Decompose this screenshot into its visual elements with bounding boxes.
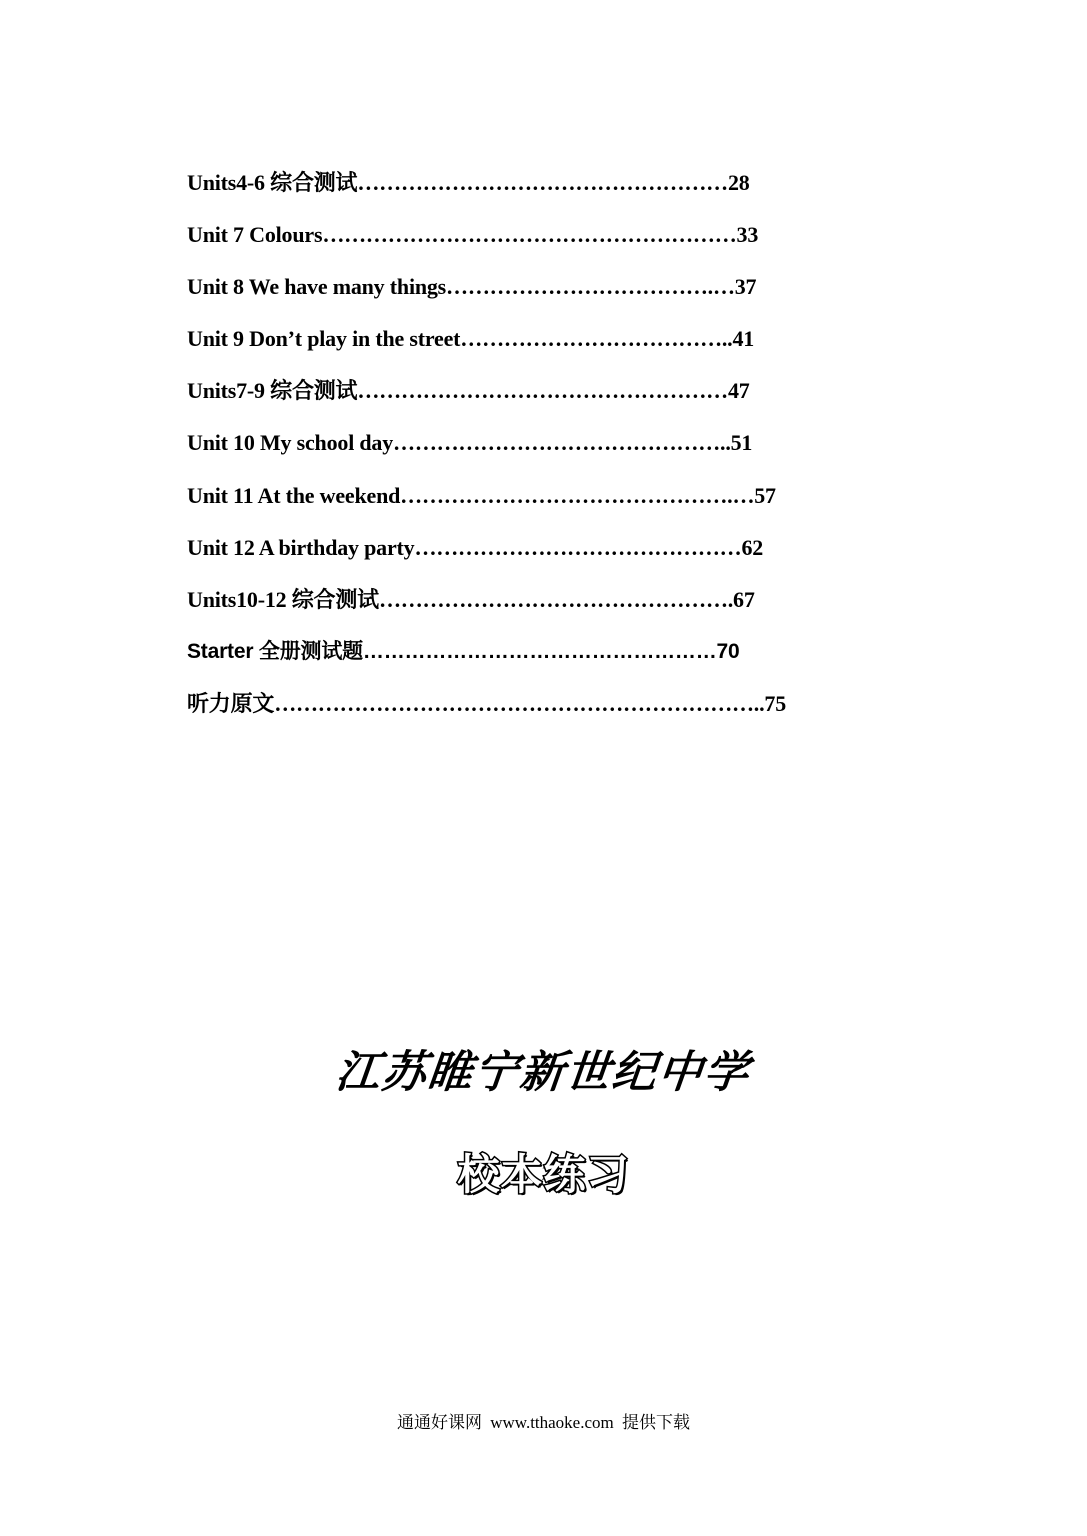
toc-entry — [187, 531, 867, 583]
toc-entry — [187, 583, 867, 635]
toc-entry — [187, 166, 867, 218]
workbook-subtitle: 校本练习 — [457, 1150, 630, 1199]
toc-entry-text: Unit 7 Colours…………………………………………………33 — [187, 222, 759, 248]
toc-entry-text: Units4-6 综合测试……………………………………………28 — [187, 170, 750, 195]
toc-entry — [187, 270, 867, 322]
school-name-title: 江苏睢宁新世纪中学 — [333, 1047, 753, 1098]
toc-entry — [187, 374, 867, 426]
toc-entry — [187, 635, 867, 687]
toc-entry — [187, 426, 867, 478]
toc-entry — [187, 322, 867, 374]
toc-entry-text: 听力原文…………………………………………………………..75 — [187, 690, 787, 716]
toc-entry — [187, 479, 867, 531]
toc-entry-text: Unit 12 A birthday party………………………………………62 — [187, 534, 764, 560]
toc-entry-text: Unit 8 We have many things……………………………….…37 — [187, 274, 757, 300]
toc-entry-text: Starter 全册测试题……………………………………………70 — [187, 639, 740, 663]
toc-entry — [187, 687, 867, 739]
toc-entry-text: Unit 9 Don’t play in the street………………………………..41 — [187, 326, 755, 352]
table-of-contents — [187, 166, 867, 739]
toc-entry-text: Units10-12 综合测试………………………………………….67 — [187, 586, 755, 612]
toc-entry-text: Unit 11 At the weekend……………………………………….…57 — [187, 482, 776, 508]
toc-entry — [187, 218, 867, 270]
footer-credit: 通通好课网 www.tthaoke.com 提供下载 — [396, 1413, 691, 1432]
toc-entry-text: Units7-9 综合测试……………………………………………47 — [187, 378, 750, 404]
toc-entry-text: Unit 10 My school day………………………………………..51 — [187, 430, 753, 456]
